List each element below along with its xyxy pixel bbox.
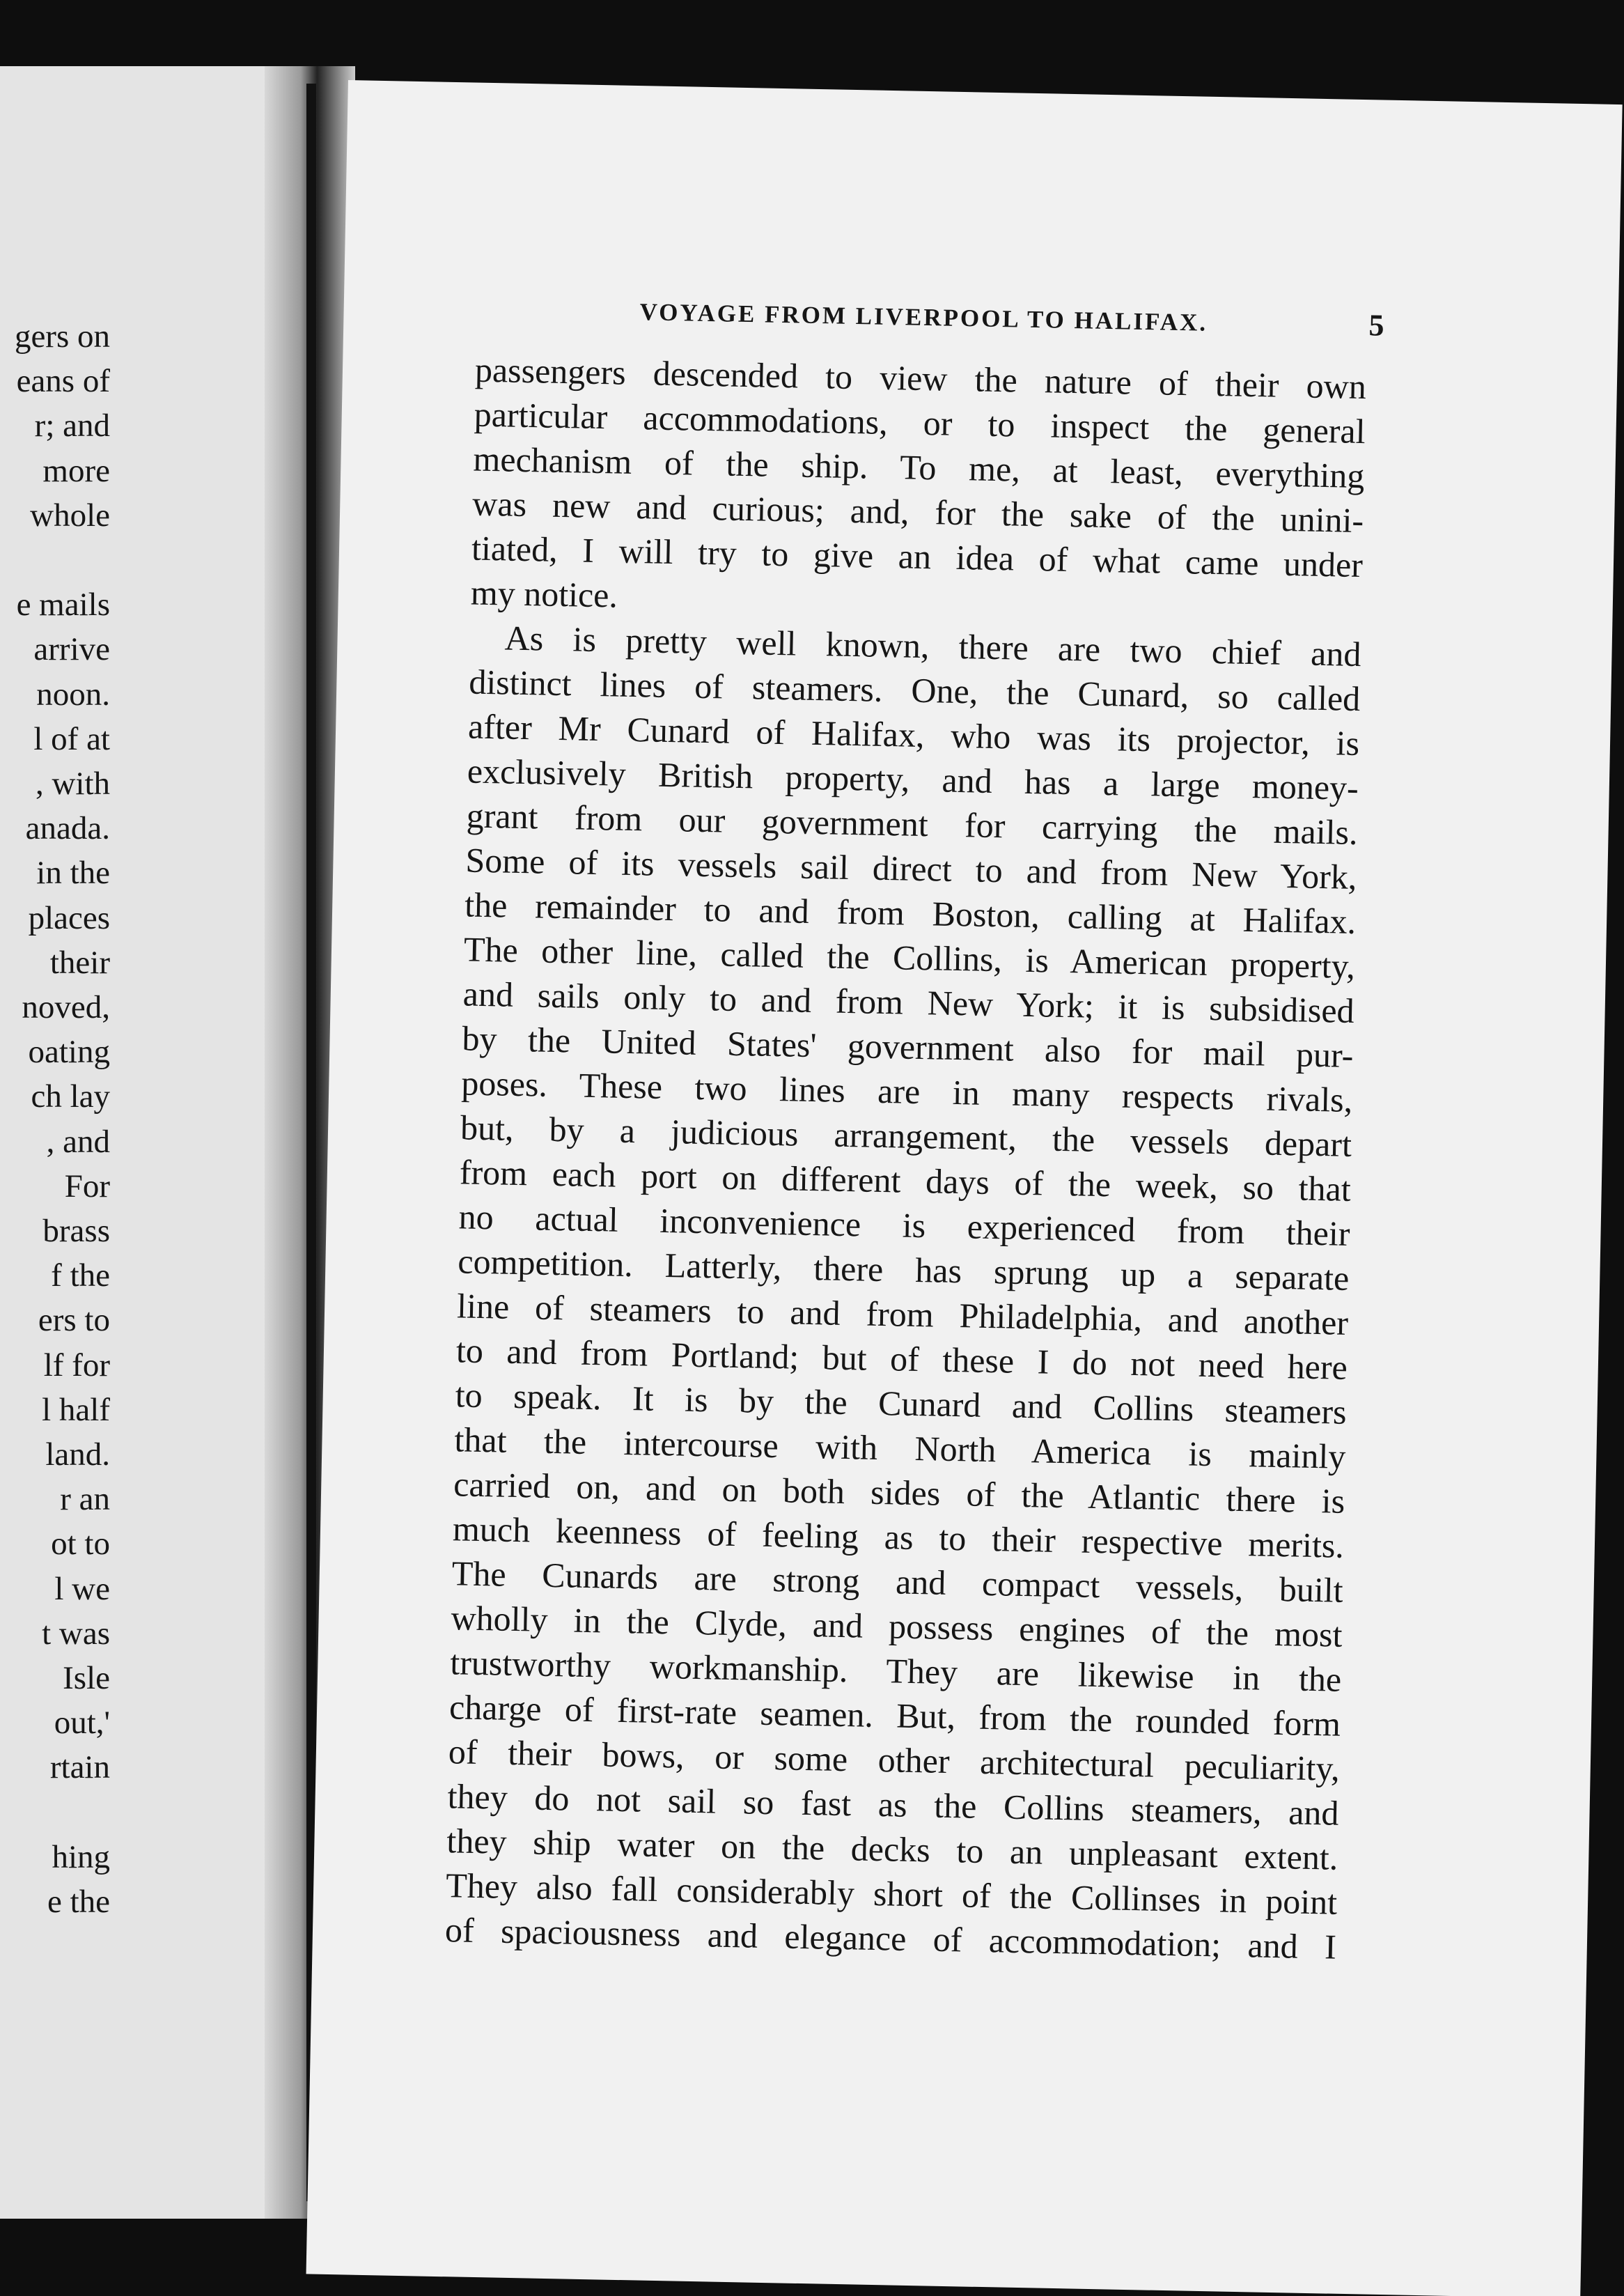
text-line: they ship water on the decks to an unpleasant extent. [446,1821,1338,1877]
text-line: much keenness of feeling as to their respective merits. [452,1509,1345,1565]
left-page-fragment: l of at [33,720,110,757]
left-page-fragment: their [49,944,110,981]
text-line: charge of first-rate seamen. But, from the rounded form [448,1687,1341,1744]
left-page-fragment: ers to [38,1302,110,1339]
text-line: They also fall considerably short of the Collinses in point [445,1866,1338,1922]
text-line: my notice. [470,573,618,615]
text-line: from each port on different days of the week, so that [459,1152,1352,1209]
left-page-fragment: e the [47,1884,110,1920]
left-page-fragment: Isle [63,1660,110,1696]
text-line: Some of its vessels sail direct to and from New York, [465,840,1357,897]
left-page-fragment: eans of [16,363,110,400]
text-line: As is pretty well known, there are two chief and [504,618,1361,674]
text-line: but, by a judicious arrangement, the vessels depart [460,1108,1352,1164]
left-page-fragment: ch lay [31,1078,110,1115]
left-page-fragment: f the [51,1257,110,1294]
text-line: of spaciousness and elegance of accommodation; and I [444,1910,1337,1967]
left-page-fragment: brass [42,1213,110,1249]
text-line: was new and curious; and, for the sake of the unini- [471,483,1364,541]
left-page-fragment: whole [30,497,110,534]
left-page-fragment: r; and [34,408,110,444]
left-page-fragment: places [28,899,110,936]
text-line: tiated, I will try to give an idea of what came under [471,528,1364,585]
text-line: mechanism of the ship. To me, at least, everything [473,439,1365,496]
left-page-fragment: e mails [16,587,110,623]
text-line: trustworthy workmanship. They are likewise in the [449,1643,1342,1699]
left-page-fragment: gers on [14,318,110,355]
left-page-fragment: out,' [54,1705,110,1742]
left-page-fragment: oating [28,1034,110,1071]
right-page [306,80,1623,2296]
text-line: grant from our government for carrying the mails. [466,796,1359,853]
left-page-fragment: , and [46,1123,110,1160]
text-line: line of steamers to and from Philadelphia, and another [456,1286,1349,1342]
text-line: no actual inconvenience is experienced from their [458,1197,1351,1253]
left-page-fragment: , with [35,766,110,802]
text-line: after Mr Cunard of Halifax, who was its projector, is [467,706,1360,763]
left-page-fragment: t was [42,1615,110,1652]
text-line: carried on, and on both sides of the Atlantic there is [453,1464,1345,1521]
left-page-fragment: hing [52,1838,110,1875]
text-line: competition. Latterly, there has sprung up a separate [457,1241,1350,1298]
page-number: 5 [1368,308,1384,343]
text-line: poses. These two lines are in many respects rivals, [460,1063,1353,1119]
left-page [0,66,299,2219]
text-line: to speak. It is by the Cunard and Collins steamers [455,1375,1348,1432]
text-line: The Cunards are strong and compact vessels, built [451,1553,1344,1610]
left-page-fragment: noved, [22,989,110,1025]
left-page-fragment: lf for [43,1347,110,1383]
text-line: the remainder to and from Boston, calling at Halifax. [464,885,1357,941]
text-line: passengers descended to view the nature of their own [474,350,1367,407]
text-line: of their bows, or some other architectural peculiarity, [448,1732,1341,1788]
left-page-fragment: ot to [51,1526,110,1562]
left-page-fragment: more [42,452,110,489]
text-line: and sails only to and from New York; it is subsidised [462,974,1355,1030]
text-line: to and from Portland; but of these I do not need here [455,1331,1348,1387]
left-page-fragment: rtain [49,1749,110,1786]
text-line: they do not sail so fast as the Collins steamers, and [447,1776,1340,1833]
running-head: VOYAGE FROM LIVERPOOL TO HALIFAX. [639,298,1208,336]
text-line: distinct lines of steamers. One, the Cunard, so called [468,662,1361,719]
text-line: exclusively British property, and has a large money- [467,751,1359,808]
text-line: The other line, called the Collins, is American property, [463,929,1356,986]
text-line: by the United States' government also for mail pur- [462,1018,1354,1075]
text-line: that the intercourse with North America is mainly [454,1420,1346,1476]
body-text [444,348,1366,1969]
left-page-fragment: r an [60,1481,110,1518]
left-page-fragment: For [64,1168,110,1204]
text-line: particular accommodations, or to inspect the general [474,394,1366,451]
left-page-fragment: arrive [33,631,110,668]
text-line: wholly in the Clyde, and possess engines of the most [451,1598,1343,1654]
left-page-fragment: anada. [25,810,110,847]
left-page-fragment: l half [42,1391,110,1428]
left-page-fragment: in the [36,855,110,892]
left-page-fragment: noon. [36,676,110,713]
left-page-fragment: l we [54,1570,110,1607]
left-page-fragment: land. [45,1436,110,1473]
